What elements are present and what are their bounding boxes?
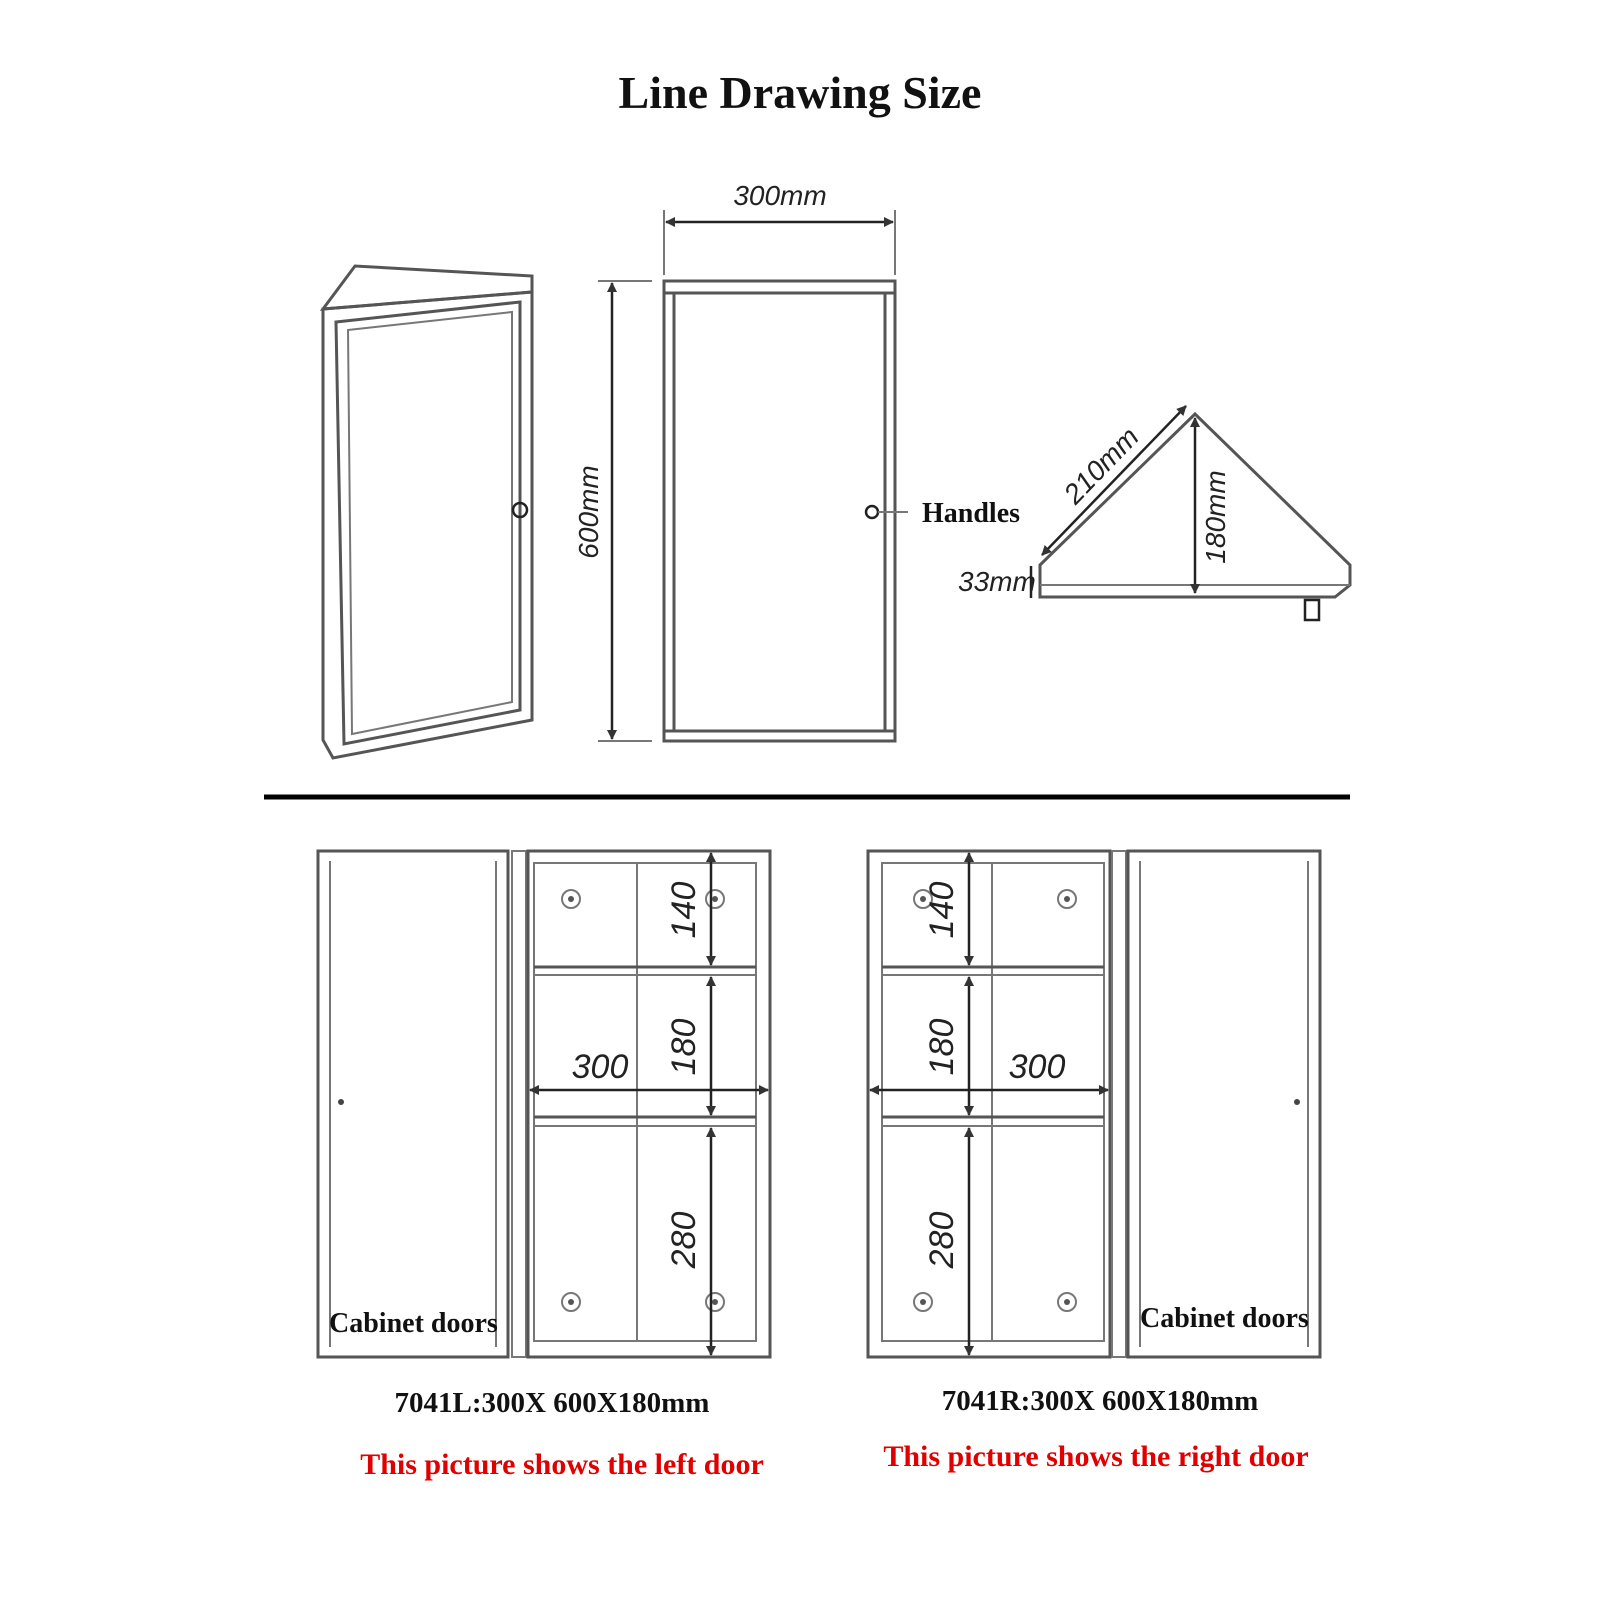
left-cabinet-doors-label: Cabinet doors: [329, 1308, 498, 1339]
right-shelf-2-label: 180: [923, 1018, 961, 1076]
height-label: 600mm: [573, 465, 604, 559]
left-shelf-2-label: 180: [665, 1018, 703, 1076]
right-width-label: 300: [1008, 1048, 1066, 1086]
height-dimension: [573, 281, 652, 741]
left-shelf-3-label: 280: [665, 1211, 703, 1269]
diagonal-label: 210mm: [1057, 421, 1145, 510]
right-model-drawing: [868, 851, 1320, 1357]
right-door-note: This picture shows the right door: [883, 1440, 1309, 1473]
width-label: 300mm: [733, 180, 827, 211]
right-cabinet-doors-label: Cabinet doors: [1140, 1303, 1309, 1334]
left-door-note: This picture shows the left door: [360, 1448, 764, 1481]
perspective-cabinet: [323, 266, 532, 758]
width-dimension: [664, 180, 895, 275]
handles-label: Handles: [922, 498, 1021, 529]
front-view-cabinet: [664, 281, 908, 741]
front-handle-icon: [866, 506, 878, 518]
depth-label: 180mm: [1200, 470, 1231, 564]
right-shelf-1-label: 140: [923, 881, 961, 939]
right-model-label: 7041R:300X 600X180mm: [941, 1385, 1259, 1417]
left-door-handle-icon: [338, 1099, 344, 1105]
right-door-handle-icon: [1294, 1099, 1300, 1105]
left-shelf-1-label: 140: [665, 881, 703, 939]
thickness-label: 33mm: [958, 566, 1036, 597]
left-model-drawing: [318, 851, 770, 1357]
left-model-label: 7041L:300X 600X180mm: [394, 1387, 710, 1419]
page-title: Line Drawing Size: [618, 67, 982, 118]
right-shelf-3-label: 280: [923, 1211, 961, 1269]
left-width-label: 300: [571, 1048, 629, 1086]
